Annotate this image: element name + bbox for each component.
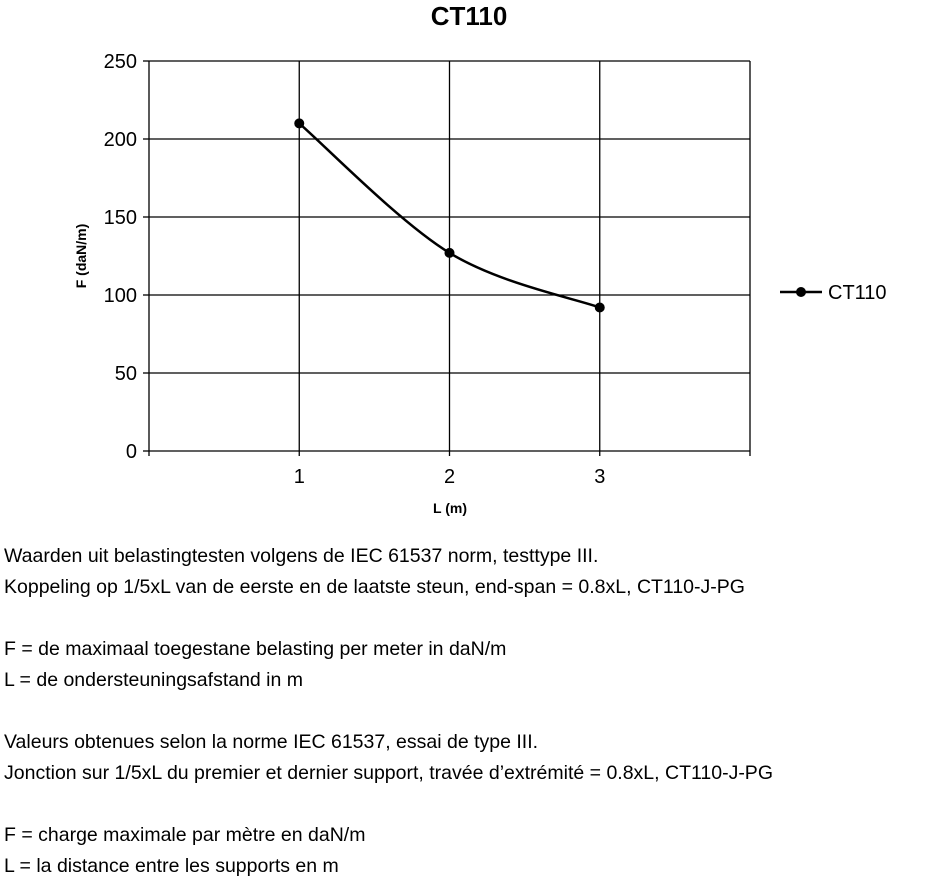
spacer: [4, 603, 938, 634]
y-tick-label: 50: [114, 363, 137, 385]
x-tick-label: 2: [443, 466, 456, 488]
note-nl-line1: Waarden uit belastingtesten volgens de IEC 61537 norm, testtype III.: [4, 545, 599, 567]
note-nl-def-l: L = de ondersteuningsafstand in m: [4, 669, 304, 691]
note-fr-def-l: L = la distance entre les supports en m: [4, 855, 339, 877]
data-point-2: [445, 248, 455, 258]
x-axis-label: L (m): [433, 500, 467, 516]
note-fr-line1: Valeurs obtenues selon la norme IEC 61537, essai de type III.: [4, 731, 539, 753]
legend-label-ct110: CT110: [828, 282, 887, 304]
note-fr-def-f: F = charge maximale par mètre en daN/m: [4, 824, 366, 846]
y-tick-label: 200: [103, 129, 137, 151]
chart-title: CT110: [430, 1, 508, 31]
data-point-1: [294, 118, 304, 128]
x-tick-label: 3: [594, 466, 606, 488]
notes: [4, 541, 938, 882]
note-fr-line2: Jonction sur 1/5xL du premier et dernier support, travée d’extrémité = 0.8xL, CT110-J-PG: [4, 762, 773, 784]
y-tick-label: 250: [103, 51, 137, 73]
note-nl-def-f: F = de maximaal toegestane belasting per meter in daN/m: [4, 638, 507, 660]
spacer: [4, 789, 938, 820]
data-point-3: [595, 302, 605, 312]
chart-grid: [149, 61, 750, 456]
legend: [780, 282, 887, 304]
y-tick-label: 100: [103, 285, 137, 307]
y-axis-ticks: [104, 51, 149, 463]
note-nl-line2: Koppeling op 1/5xL van de eerste en de laatste steun, end-span = 0.8xL, CT110-J-PG: [4, 576, 745, 598]
x-axis-ticks: [294, 466, 606, 488]
spacer: [4, 696, 938, 727]
x-tick-label: 1: [293, 466, 305, 488]
y-tick-label: 0: [125, 441, 137, 463]
legend-marker: [796, 287, 806, 297]
y-axis-label: F (daN/m): [73, 223, 89, 289]
y-tick-label: 150: [103, 207, 137, 229]
